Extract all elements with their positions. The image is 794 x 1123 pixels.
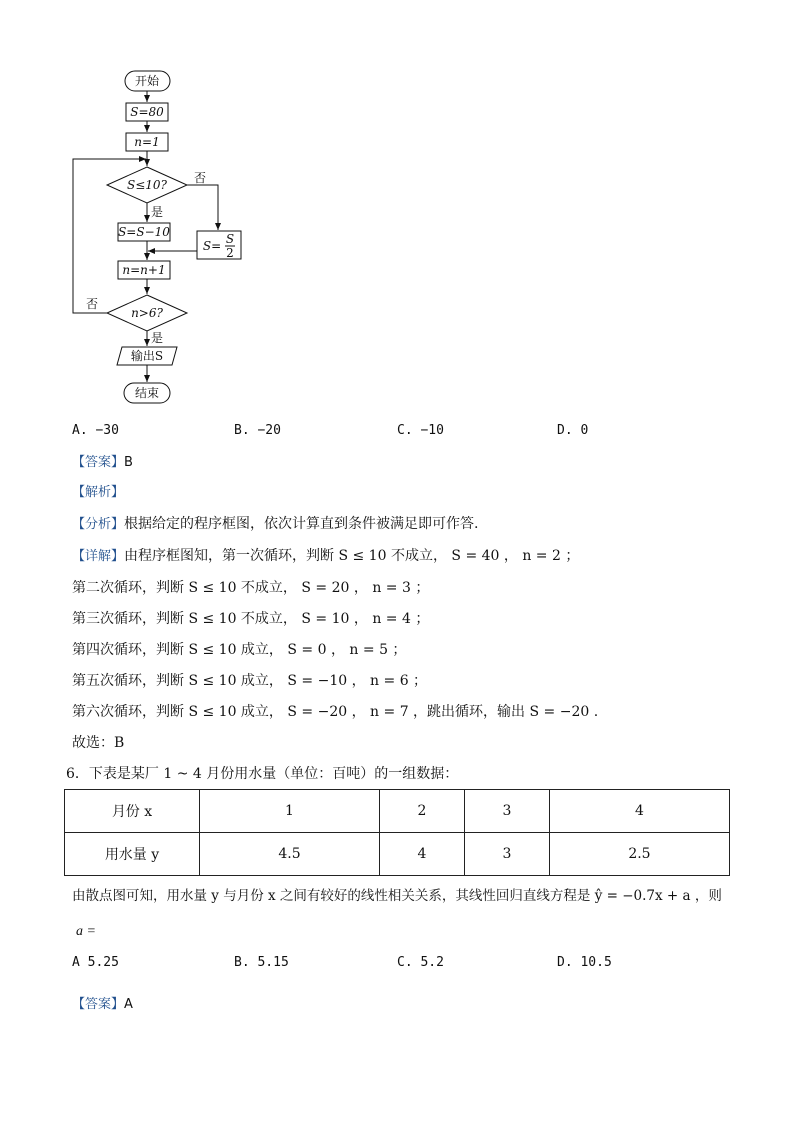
table-cell: 2.5 [549, 833, 729, 876]
halve-numerator: S [225, 232, 235, 246]
q5-choice-a: A. −30 [72, 423, 119, 438]
detail-line-6: 第六次循环，判断 S ≤ 10 成立， S = −20 ， n = 7 ，跳出循环，输出 S = −20 . [72, 704, 599, 720]
fenxi-tag: 【分析】 [72, 517, 125, 532]
detail-line-3: 第三次循环，判断 S ≤ 10 不成立， S = 10 ， n = 4 ； [72, 611, 430, 627]
condition-s-label: S≤10? [127, 178, 167, 192]
q5-choice-c: C. −10 [397, 423, 444, 438]
detail-tag: 【详解】 [72, 549, 125, 564]
start-label: 开始 [134, 74, 160, 88]
q6-text-2: a = [76, 924, 96, 939]
q6-text-1: 由散点图可知，用水量 y 与月份 x 之间有较好的线性相关关系，其线性回归直线方程是 ŷ = −0.7x + a ，则 [72, 888, 722, 904]
answer-tag: 【答案】 [72, 455, 125, 470]
detail-line-4: 第四次循环，判断 S ≤ 10 成立， S = 0 ， n = 5 ； [72, 642, 407, 658]
init-n-label: n=1 [134, 135, 160, 149]
end-label: 结束 [134, 386, 160, 400]
table-cell: 4 [549, 790, 729, 833]
yes-label-1: 是 [151, 205, 164, 219]
answer-value: B [124, 455, 133, 470]
q6-choice-d: D. 10.5 [557, 955, 612, 970]
q6-answer-tag: 【答案】 [72, 997, 125, 1012]
output-label: 输出S [130, 349, 164, 363]
fenxi-text: 根据给定的程序框图，依次计算直到条件被满足即可作答. [124, 516, 479, 532]
detail-line-2: 第二次循环，判断 S ≤ 10 不成立， S = 20 ， n = 3 ； [72, 580, 430, 596]
q6-choice-a: A 5.25 [72, 955, 119, 970]
detail-line-5: 第五次循环，判断 S ≤ 10 成立， S = −10 ， n = 6 ； [72, 673, 428, 689]
halve-denominator: 2 [226, 246, 234, 260]
table-cell: 3 [464, 833, 549, 876]
table-cell: 1 [200, 790, 380, 833]
q6-choice-c: C. 5.2 [397, 955, 444, 970]
conclusion-line: 故选：B [72, 735, 125, 751]
init-s-label: S=80 [130, 105, 164, 119]
flowchart [60, 62, 260, 412]
table-cell: 3 [464, 790, 549, 833]
analysis-heading [72, 482, 124, 503]
subtract-label: S=S−10 [118, 225, 170, 239]
q5-choice-b: B. −20 [234, 423, 281, 438]
row-header-usage: 用水量 y [65, 833, 200, 876]
table-cell: 4.5 [200, 833, 380, 876]
table-row [65, 790, 730, 833]
detail-line-1 [72, 546, 579, 567]
table-row [65, 833, 730, 876]
q6-answer-value: A [124, 997, 133, 1012]
no-label-2: 否 [86, 297, 99, 311]
fenxi-line [72, 514, 478, 535]
q6-choice-b: B. 5.15 [234, 955, 289, 970]
q6-stem: 6．下表是某厂 1 ~ 4 月份用水量（单位：百吨）的一组数据： [66, 766, 459, 782]
q5-choice-d: D. 0 [557, 423, 589, 438]
condition-n-label: n>6? [131, 306, 163, 320]
analysis-tag: 【解析】 [72, 485, 125, 500]
halve-label: S= [202, 239, 222, 253]
increment-label: n=n+1 [122, 263, 166, 277]
row-header-month: 月份 x [65, 790, 200, 833]
table-cell: 2 [380, 790, 465, 833]
q5-answer-line [72, 452, 133, 473]
yes-label-2: 是 [151, 331, 164, 345]
q6-answer-line [72, 994, 133, 1015]
no-label-1: 否 [194, 171, 207, 185]
table-cell: 4 [380, 833, 465, 876]
water-usage-table [64, 789, 730, 876]
detail-text-1: 由程序框图知，第一次循环，判断 S ≤ 10 不成立， S = 40 ， n = 2 ； [124, 548, 580, 564]
